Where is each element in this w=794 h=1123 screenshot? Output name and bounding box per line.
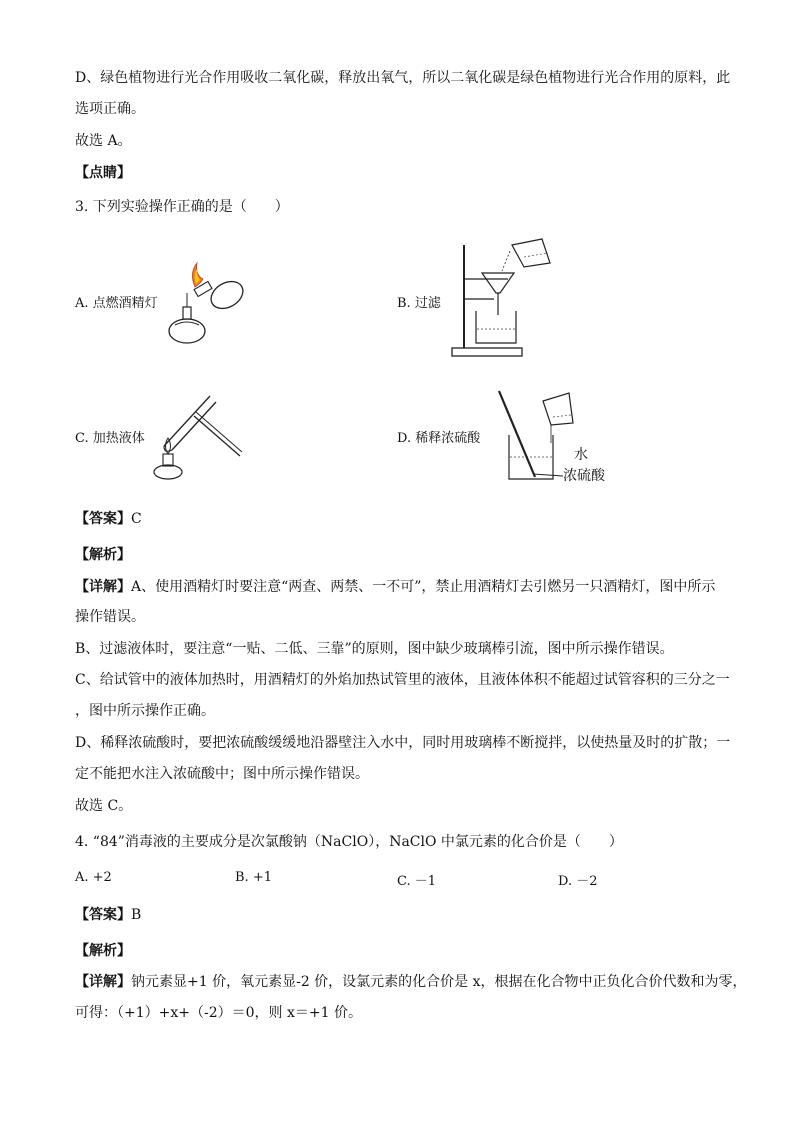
q3-option-a-label: A. 点燃酒精灯 [75, 296, 158, 311]
answer-tag: 【答案】 [75, 907, 131, 923]
q4-choice-a: A. +2 [75, 870, 112, 885]
detail-a-text: A、使用酒精灯时要注意“两查、两禁、一不可”，禁止用酒精灯去引燃另一只酒精灯，图中所示 [131, 579, 716, 595]
q4-choice-d: D. －2 [558, 874, 598, 889]
q3-option-b-label: B. 过滤 [397, 296, 441, 311]
alcohol-lamp-lighting-figure [165, 255, 255, 350]
q4-choice-b: B. +1 [235, 870, 272, 885]
q2-conclusion: 故选 A。 [75, 133, 132, 149]
detail-tag: 【详解】 [75, 974, 131, 990]
figure-d-acid-label: 浓硫酸 [563, 468, 605, 484]
heating-liquid-figure [150, 388, 245, 483]
figure-d-water-label: 水 [574, 447, 588, 463]
filtration-setup-figure [450, 237, 565, 359]
q2-option-d-line1: D、绿色植物进行光合作用吸收二氧化碳，释放出氧气，所以二氧化碳是绿色植物进行光合作用的原料，此 [75, 70, 731, 86]
answer-tag: 【答案】 [75, 511, 131, 527]
q3-option-c-label: C. 加热液体 [75, 431, 145, 446]
q4-choice-c: C. －1 [397, 874, 437, 889]
q3-stem: 3. 下列实验操作正确的是（ ） [75, 199, 289, 215]
q3-detail-a-line1 [75, 577, 715, 597]
detail-tag: 【详解】 [75, 579, 131, 595]
q3-answer [75, 509, 142, 529]
q4-analysis-tag: 【解析】 [75, 943, 131, 959]
q3-analysis-tag: 【解析】 [75, 547, 131, 563]
detail-text: 钠元素显+1 价，氧元素显-2 价，设氯元素的化合价是 x，根据在化合物中正负化合价代数和为零， [131, 974, 747, 990]
q4-answer [75, 905, 141, 925]
figure-d-acid-pointer [533, 470, 565, 482]
q2-option-d-line2: 选项正确。 [75, 101, 145, 117]
q4-detail-line2: 可得：（+1）+x+（-2）＝0，则 x＝+1 价。 [75, 1005, 362, 1021]
q3-conclusion: 故选 C。 [75, 798, 133, 814]
q3-detail-d-line2: 定不能把水注入浓硫酸中；图中所示操作错误。 [75, 766, 369, 782]
answer-value: B [131, 907, 142, 923]
q3-detail-a-line2: 操作错误。 [75, 609, 145, 625]
q3-option-d-label: D. 稀释浓硫酸 [397, 431, 481, 446]
q3-detail-c-line2: ，图中所示操作正确。 [75, 703, 215, 719]
q2-remark-tag: 【点睛】 [75, 165, 131, 181]
q4-stem: 4. “84”消毒液的主要成分是次氯酸钠（NaClO），NaClO 中氯元素的化合价是（ ） [75, 834, 623, 850]
q3-detail-b: B、过滤液体时，要注意“一贴、二低、三靠”的原则，图中缺少玻璃棒引流，图中所示操作错误。 [75, 641, 674, 657]
q4-detail-line1 [75, 972, 747, 992]
q3-detail-c-line1: C、给试管中的液体加热时，用酒精灯的外焰加热试管里的液体，且液体体积不能超过试管容积的三分之一 [75, 672, 730, 688]
answer-value: C [131, 511, 142, 527]
q3-detail-d-line1: D、稀释浓硫酸时，要把浓硫酸缓缓地沿器壁注入水中，同时用玻璃棒不断搅拌，以使热量及时的扩散；一 [75, 735, 731, 751]
